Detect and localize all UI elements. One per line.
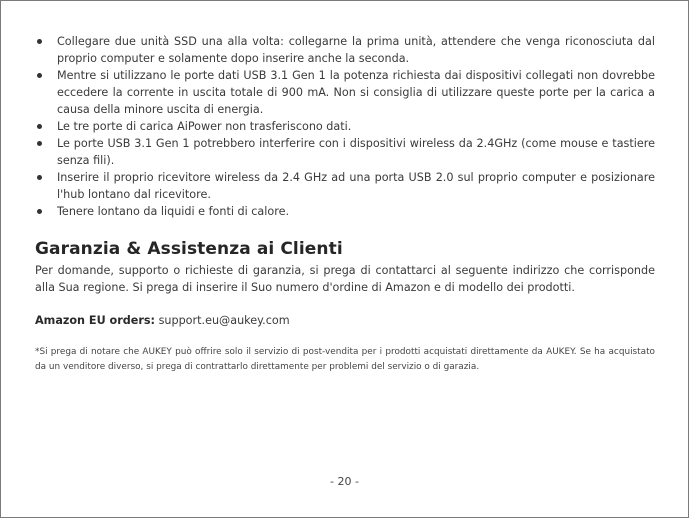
bullet-text: Tenere lontano da liquidi e fonti di calore. [57, 205, 290, 218]
bullet-text: Le porte USB 3.1 Gen 1 potrebbero interferire con i dispositivi wireless da 2.4GHz (come mouse e tastiere senza fili). [57, 137, 655, 167]
warranty-intro-text: Per domande, supporto o richieste di garanzia, si prega di contattarci al seguente indirizzo che corrisponde alla Sua regione. Si prega di inserire il Suo numero d'ordine di Amazon e di modello dei prodotti. [35, 264, 655, 294]
bullet-item [35, 203, 655, 220]
bullet-text: Collegare due unità SSD una alla volta: collegarne la prima unità, attendere che venga riconosciuta dal proprio computer e solamente dopo inserire anche la seconda. [57, 35, 655, 65]
orders-label: Amazon EU orders: [35, 314, 155, 327]
warranty-section-title: Garanzia & Assistenza ai Clienti [35, 239, 343, 259]
bullet-item [35, 135, 655, 169]
bullet-dot-icon [37, 73, 42, 78]
amazon-eu-orders-line [35, 312, 655, 329]
bullet-item [35, 169, 655, 203]
bullet-dot-icon [37, 39, 42, 44]
bullet-text: Le tre porte di carica AiPower non trasferiscono dati. [57, 120, 352, 133]
footnote-text: *Si prega di notare che AUKEY può offrire solo il servizio di post-vendita per i prodotti acquistati direttamente da AUKEY. Se ha acquistato da un venditore diverso, si prega di contrattarlo direttamente per problemi del servizio o di garazia. [35, 347, 655, 372]
page-content [35, 33, 655, 375]
bullet-item [35, 33, 655, 67]
bullet-text: Inserire il proprio ricevitore wireless da 2.4 GHz ad una porta USB 2.0 sul proprio computer e posizionare l'hub lontano dal ricevitore. [57, 171, 655, 201]
bullet-item [35, 118, 655, 135]
bullet-list [35, 33, 655, 220]
bullet-dot-icon [37, 124, 42, 129]
bullet-dot-icon [37, 141, 42, 146]
bullet-text: Mentre si utilizzano le porte dati USB 3.1 Gen 1 la potenza richiesta dai dispositivi collegati non dovrebbe eccedere la corrente in uscita totale di 900 mA. Non si consiglia di utilizzare queste porte per la carica a causa della minore uscita di energia. [57, 69, 655, 116]
bullet-item [35, 67, 655, 118]
bullet-dot-icon [37, 175, 42, 180]
page-number: - 20 - [330, 475, 359, 488]
support-email: support.eu@aukey.com [158, 314, 290, 327]
bullet-dot-icon [37, 209, 42, 214]
